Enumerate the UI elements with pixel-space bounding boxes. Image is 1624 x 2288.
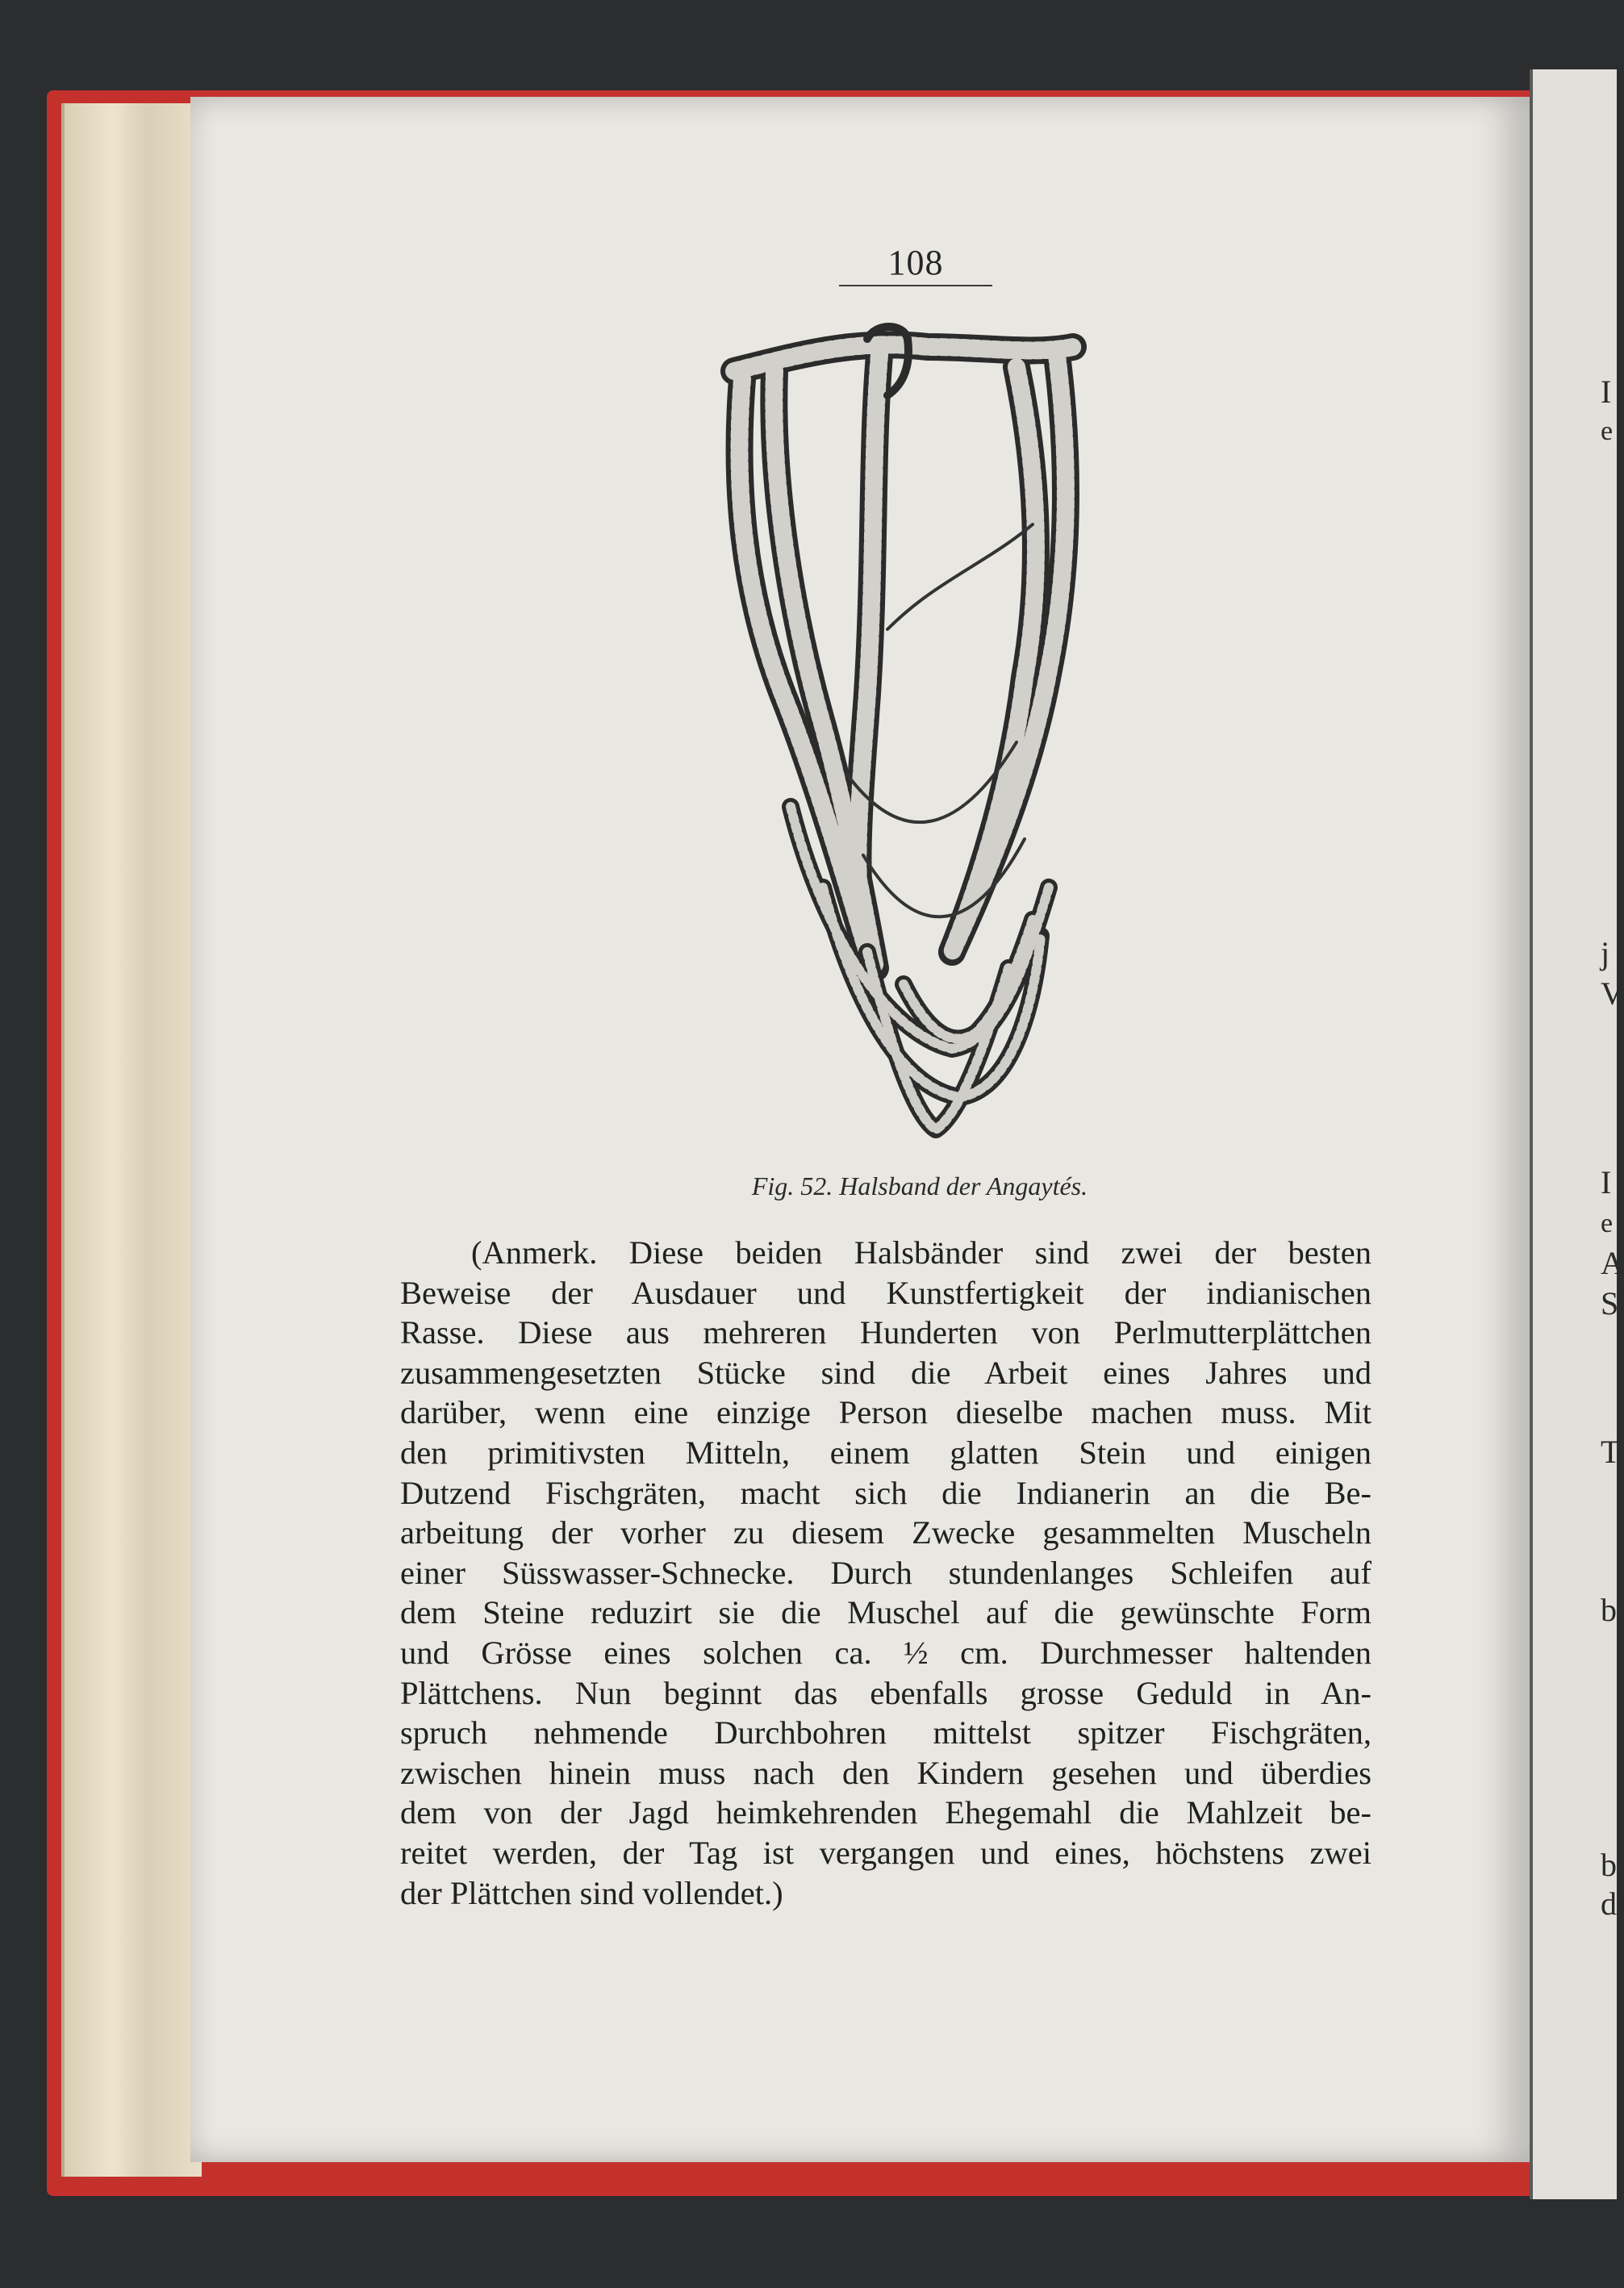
- next-page-fragment: S: [1601, 1285, 1619, 1321]
- text-line: zwischen hinein muss nach den Kindern gesehen und überdies: [400, 1754, 1371, 1791]
- next-page-fragment: b: [1601, 1592, 1617, 1628]
- body-paragraph: [400, 1233, 1371, 1913]
- next-page-fragment: A: [1601, 1245, 1624, 1281]
- page-number-rule: [839, 285, 992, 286]
- next-page-fragment: I: [1601, 374, 1612, 410]
- text-line: reitet werden, der Tag ist vergangen und eines, höchstens zwei: [400, 1834, 1371, 1871]
- next-page-fragment: j: [1601, 935, 1610, 971]
- text-line: einer Süsswasser-Schnecke. Durch stundenlanges Schleifen auf: [400, 1554, 1371, 1591]
- next-page-fragment: d: [1601, 1885, 1617, 1922]
- next-page-fragment: I: [1601, 1164, 1612, 1200]
- text-line: zusammengesetzten Stücke sind die Arbeit eines Jahres und: [400, 1354, 1371, 1391]
- text-line: arbeitung der vorher zu diesem Zwecke gesammelten Muscheln: [400, 1514, 1371, 1551]
- text-line: Dutzend Fischgräten, macht sich die Indianerin an die Be-: [400, 1474, 1371, 1511]
- necklace-illustration: [694, 323, 1113, 1162]
- text-line: Plättchens. Nun beginnt das ebenfalls grosse Geduld in An-: [400, 1674, 1371, 1711]
- next-page-fragment: b: [1601, 1847, 1617, 1883]
- text-line: Rasse. Diese aus mehreren Hunderten von Perlmutterplättchen: [400, 1314, 1371, 1351]
- page-block-edges: [61, 103, 202, 2177]
- text-line: dem Steine reduzirt sie die Muschel auf die gewünschte Form: [400, 1594, 1371, 1631]
- next-page-fragment: e: [1601, 416, 1614, 446]
- text-line: der Plättchen sind vollendet.): [400, 1874, 783, 1911]
- text-line: dem von der Jagd heimkehrenden Ehegemahl die Mahlzeit be-: [400, 1794, 1371, 1831]
- text-line: Beweise der Ausdauer und Kunstfertigkeit der indianischen: [400, 1274, 1371, 1311]
- text-line: darüber, wenn eine einzige Person dieselbe machen muss. Mit: [400, 1394, 1371, 1431]
- page-number: 108: [887, 243, 944, 282]
- next-page-fragment: T: [1601, 1434, 1621, 1470]
- text-line: spruch nehmende Durchbohren mittelst spitzer Fischgräten,: [400, 1714, 1371, 1751]
- text-line: (Anmerk. Diese beiden Halsbänder sind zwei der besten: [471, 1234, 1371, 1271]
- next-page-fragment: V: [1601, 975, 1624, 1012]
- text-line: den primitivsten Mitteln, einem glatten Stein und einigen: [400, 1434, 1371, 1471]
- text-line: und Grösse eines solchen ca. ½ cm. Durchmesser haltenden: [400, 1634, 1371, 1671]
- next-page-fragment: e: [1601, 1209, 1614, 1238]
- figure-caption: Fig. 52. Halsband der Angaytés.: [751, 1171, 1088, 1200]
